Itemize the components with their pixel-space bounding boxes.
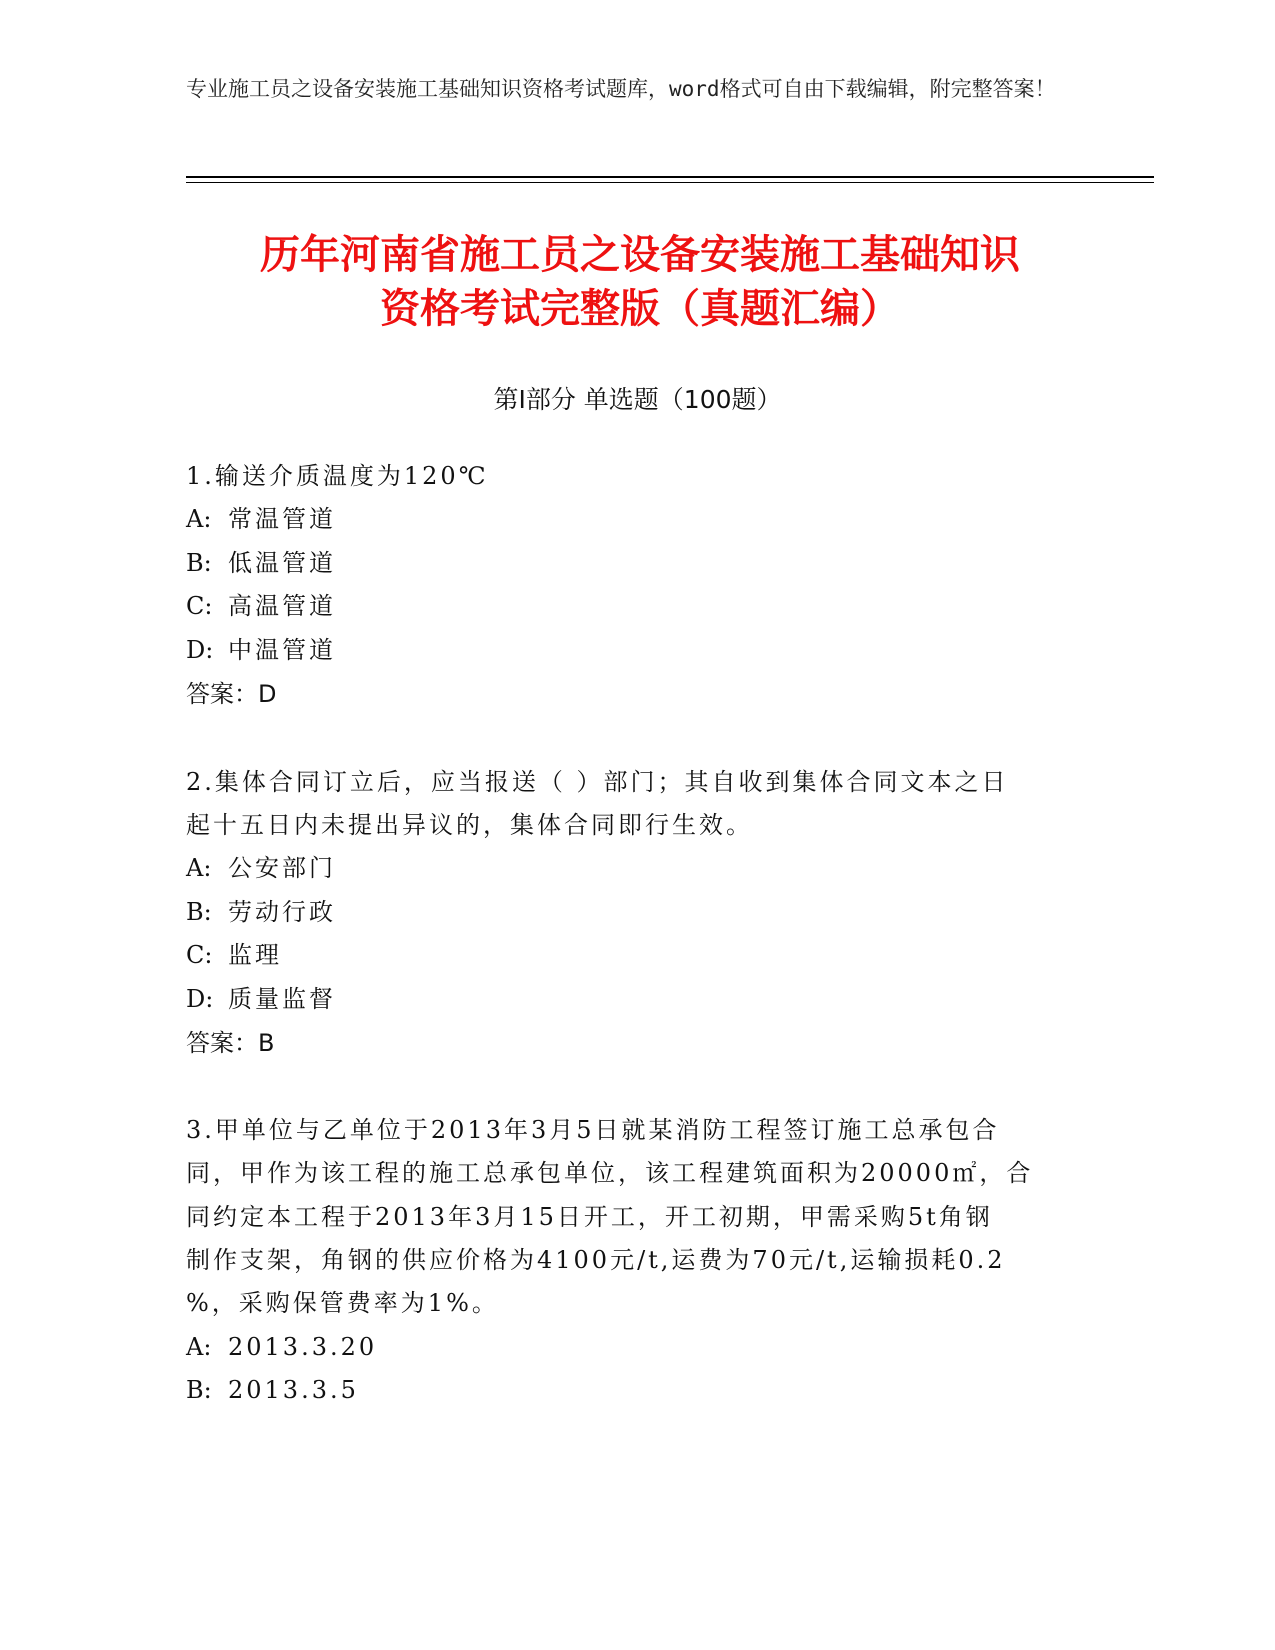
header-divider-thick <box>186 176 1154 178</box>
document-title-line-2: 资格考试完整版（真题汇编） <box>380 286 900 332</box>
option-text: 2013.3.20 <box>228 1333 378 1361</box>
option-text: 中温管道 <box>228 636 336 664</box>
option-text: 常温管道 <box>228 505 336 533</box>
question-2-option-c <box>186 933 1086 978</box>
question-3-text-line-4: 制作支架，角钢的供应价格为4100元/t,运费为70元/t,运输损耗0.2 <box>186 1246 1006 1274</box>
answer-value: D <box>258 680 277 708</box>
question-3-option-a <box>186 1325 1086 1370</box>
question-1-option-c <box>186 584 1086 629</box>
question-3-text-line-3: 同约定本工程于2013年3月15日开工，开工初期，甲需采购5t角钢 <box>186 1203 993 1231</box>
option-text: 高温管道 <box>228 592 336 620</box>
question-2-option-a <box>186 846 1086 891</box>
option-text: 劳动行政 <box>228 898 336 926</box>
option-text: 公安部门 <box>228 854 336 882</box>
document-title <box>160 228 1120 336</box>
option-label: C: <box>186 592 213 620</box>
question-3-text-line-5: %，采购保管费率为1%。 <box>186 1289 499 1317</box>
option-label: A: <box>186 505 212 533</box>
question-2-option-b <box>186 890 1086 935</box>
option-label: C: <box>186 941 213 969</box>
question-1-option-a <box>186 497 1086 542</box>
option-label: D: <box>186 636 214 664</box>
option-label: B: <box>186 549 212 577</box>
question-3-option-b <box>186 1368 1086 1413</box>
question-2-text-line-2: 起十五日内未提出异议的，集体合同即行生效。 <box>186 811 753 839</box>
question-1-answer <box>186 672 1086 717</box>
question-2-answer <box>186 1021 1086 1066</box>
question-1-text: 1.输送介质温度为120℃ <box>186 462 489 490</box>
option-label: B: <box>186 898 212 926</box>
question-2-text-line-1: 2.集体合同订立后，应当报送（ ）部门；其自收到集体合同文本之日 <box>186 768 1009 796</box>
document-title-line-1: 历年河南省施工员之设备安装施工基础知识 <box>260 232 1020 278</box>
option-text: 监理 <box>228 941 282 969</box>
option-label: B: <box>186 1376 212 1404</box>
question-2-option-d <box>186 977 1086 1022</box>
answer-prefix: 答案： <box>186 680 258 708</box>
answer-prefix: 答案： <box>186 1029 258 1057</box>
question-1-option-d <box>186 628 1086 673</box>
option-label: A: <box>186 1333 212 1361</box>
header-divider-thin <box>186 182 1154 183</box>
option-text: 2013.3.5 <box>228 1376 359 1404</box>
section-title: 第Ⅰ部分 单选题（100题） <box>493 385 782 414</box>
question-3-text-line-1: 3.甲单位与乙单位于2013年3月5日就某消防工程签订施工总承包合 <box>186 1116 1000 1144</box>
question-1-option-b <box>186 541 1086 586</box>
option-text: 质量监督 <box>228 985 336 1013</box>
option-label: D: <box>186 985 214 1013</box>
option-text: 低温管道 <box>228 549 336 577</box>
question-3-text-line-2: 同，甲作为该工程的施工总承包单位，该工程建筑面积为20000㎡，合 <box>186 1159 1034 1187</box>
header-note: 专业施工员之设备安装施工基础知识资格考试题库，word格式可自由下载编辑，附完整答案！ <box>186 77 1056 101</box>
option-label: A: <box>186 854 212 882</box>
answer-value: B <box>258 1029 275 1057</box>
